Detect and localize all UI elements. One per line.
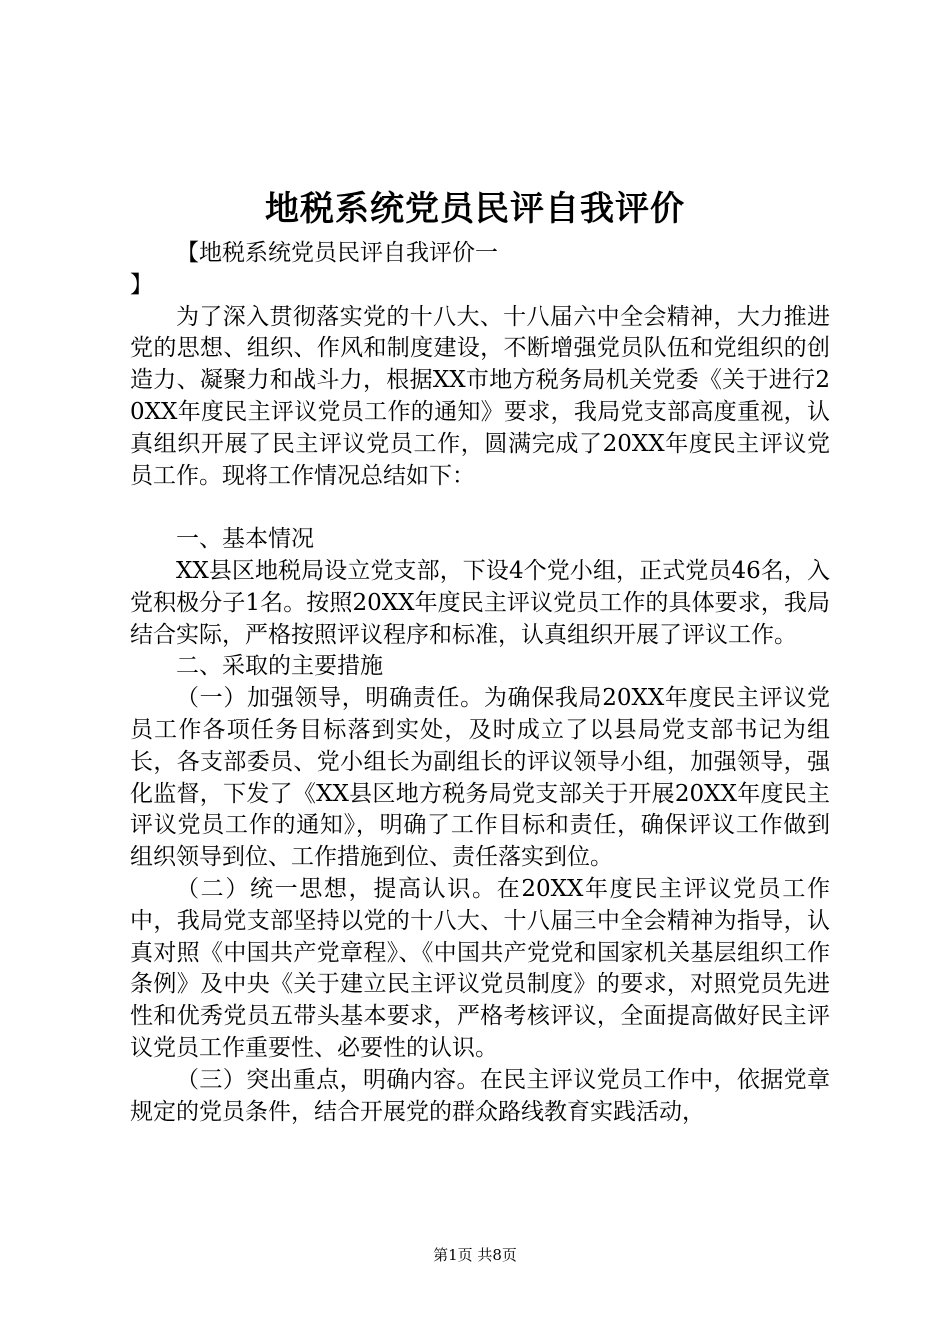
- section-heading-measures: 二、采取的主要措施: [176, 653, 383, 680]
- paragraph-measure-2: （二）统一思想，提高认识。在20XX年度民主评议党员工作中，我局党支部坚持以党的十八大、十八届三中全会精神为指导，认真对照《中国共产党章程》、《中国共产党党和国家机关基层组织工作条例》及中央《关于建立民主评议党员制度》的要求，对照党员先进性和优秀党员五带头基本要求，严格考核评议，全面提高做好民主评议党员工作重要性、必要性的认识。: [130, 875, 830, 1061]
- paragraph-basic: XX县区地税局设立党支部，下设4个党小组，正式党员46名，入党积极分子1名。按照20XX年度民主评议党员工作的具体要求，我局结合实际，严格按照评议程序和标准，认真组织开展了评议工作。: [130, 557, 830, 648]
- page-footer: 第1页 共8页: [433, 1246, 517, 1264]
- document-body: [130, 238, 830, 1128]
- section-heading-basic: 一、基本情况: [176, 526, 314, 553]
- paragraph-measure-3: （三）突出重点，明确内容。在民主评议党员工作中，依据党章规定的党员条件，结合开展党的群众路线教育实践活动，: [130, 1066, 830, 1125]
- document-title: 地税系统党员民评自我评价: [265, 189, 685, 229]
- paragraph-measure-1: （一）加强领导，明确责任。为确保我局20XX年度民主评议党员工作各项任务目标落到实处，及时成立了以县局党支部书记为组长，各支部委员、党小组长为副组长的评议领导小组，加强领导，强化监督，下发了《XX县区地方税务局党支部关于开展20XX年度民主评议党员工作的通知》，明确了工作目标和责任，确保评议工作做到组织领导到位、工作措施到位、责任落实到位。: [130, 685, 830, 871]
- document-subtitle: 【地税系统党员民评自我评价一 】: [130, 240, 498, 298]
- paragraph-intro: 为了深入贯彻落实党的十八大、十八届六中全会精神，大力推进党的思想、组织、作风和制度建设，不断增强党员队伍和党组织的创造力、凝聚力和战斗力，根据XX市地方税务局机关党委《关于进行20XX年度民主评议党员工作的通知》要求，我局党支部高度重视，认真组织开展了民主评议党员工作，圆满完成了20XX年度民主评议党员工作。现将工作情况总结如下：: [130, 303, 830, 489]
